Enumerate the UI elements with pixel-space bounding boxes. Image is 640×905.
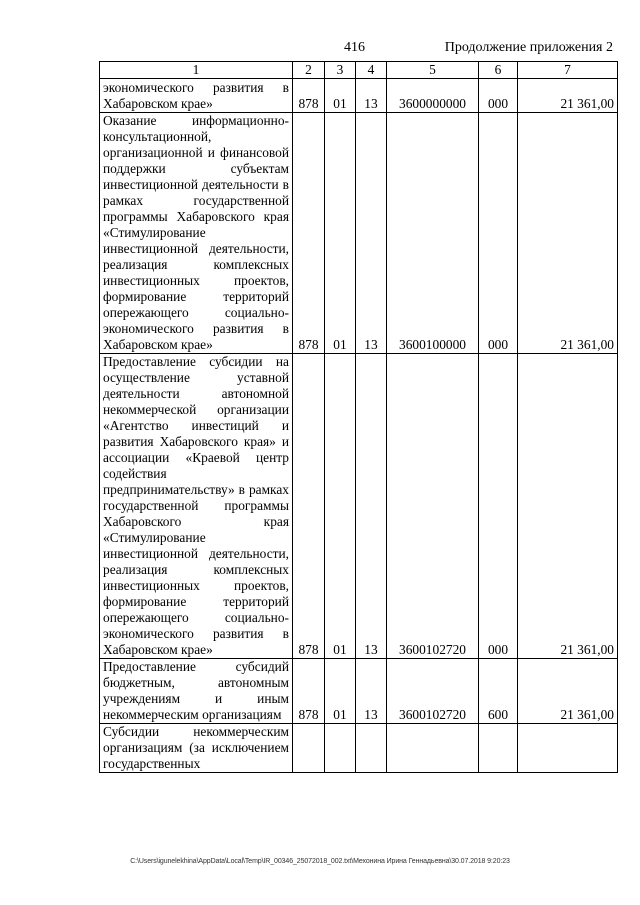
expense-type-code: 000 (479, 79, 518, 113)
continuation-title: Продолжение приложения 2 (444, 40, 613, 55)
ministry-code: 878 (293, 79, 325, 113)
subsection-code: 13 (356, 354, 387, 659)
amount: 21 361,00 (518, 79, 618, 113)
column-header: 7 (518, 62, 618, 79)
table-row (100, 354, 618, 659)
subsection-code: 13 (356, 79, 387, 113)
section-code: 01 (325, 354, 356, 659)
section-code: 01 (325, 659, 356, 724)
section-code: 01 (325, 79, 356, 113)
row-description: экономического развития в Хабаровском крае» (100, 79, 293, 113)
subsection-code: 13 (356, 113, 387, 354)
budget-table (99, 61, 618, 773)
table-row (100, 113, 618, 354)
header-row (100, 62, 618, 79)
subsection-code (356, 724, 387, 773)
column-header: 4 (356, 62, 387, 79)
expense-type-code: 000 (479, 113, 518, 354)
row-description: Предоставление субсидии на осуществление уставной деятельности автономной некоммерческой организации «Агентство инвестиций и развития Хабаровского края» и ассоциации «Краевой центр содействия предпринимательству» в рамках государственной программы Хабаровского края «Стимулирование инвестиционной деятельности, реализация комплексных инвестиционных проектов, формирование территорий опережающего социально-экономического развития в Хабаровском крае» (100, 354, 293, 659)
row-description: Оказание информационно-консультационной, организационной и финансовой поддержки субъектам инвестиционной деятельности в рамках государственной программы Хабаровского края «Стимулирование инвестиционной деятельности, реализация комплексных инвестиционных проектов, формирование территорий опережающего социально-экономического развития в Хабаровском крае» (100, 113, 293, 354)
amount (518, 724, 618, 773)
section-code (325, 724, 356, 773)
ministry-code: 878 (293, 659, 325, 724)
section-code: 01 (325, 113, 356, 354)
page-number: 416 (344, 40, 365, 55)
target-article-code: 3600000000 (387, 79, 479, 113)
subsection-code: 13 (356, 659, 387, 724)
target-article-code: 3600102720 (387, 659, 479, 724)
table-row (100, 659, 618, 724)
ministry-code (293, 724, 325, 773)
amount: 21 361,00 (518, 113, 618, 354)
expense-type-code: 600 (479, 659, 518, 724)
ministry-code: 878 (293, 354, 325, 659)
row-description: Субсидии некоммерческим организациям (за исключением государственных (100, 724, 293, 773)
ministry-code: 878 (293, 113, 325, 354)
column-header: 5 (387, 62, 479, 79)
column-header: 6 (479, 62, 518, 79)
column-header: 1 (100, 62, 293, 79)
table-row (100, 724, 618, 773)
table-row (100, 79, 618, 113)
target-article-code: 3600102720 (387, 354, 479, 659)
expense-type-code: 000 (479, 354, 518, 659)
target-article-code (387, 724, 479, 773)
column-header: 2 (293, 62, 325, 79)
file-path-footer: C:\Users\igunelekhina\AppData\Local\Temp\IR_00346_25072018_002.txt\Мехонина Ирина Геннадьевна\30.07.2018 9:20:23 (130, 858, 510, 865)
target-article-code: 3600100000 (387, 113, 479, 354)
expense-type-code (479, 724, 518, 773)
amount: 21 361,00 (518, 659, 618, 724)
row-description: Предоставление субсидий бюджетным, автономным учреждениям и иным некоммерческим организациям (100, 659, 293, 724)
amount: 21 361,00 (518, 354, 618, 659)
column-header: 3 (325, 62, 356, 79)
